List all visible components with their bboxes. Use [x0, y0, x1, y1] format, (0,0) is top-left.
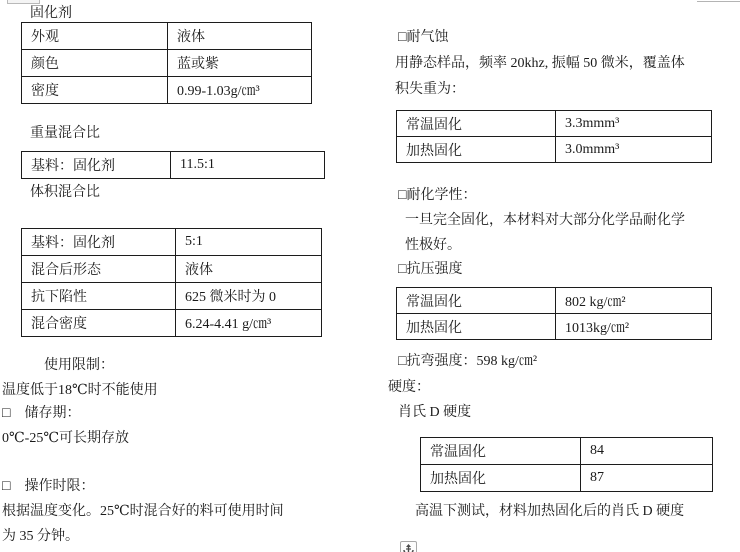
usage-limit-title: 使用限制： — [44, 358, 114, 373]
cavitation-title: □耐气蚀 — [398, 30, 449, 45]
cavitation-line1: 用静态样品，频率 20khz, 振幅 50 微米，覆盖体 — [395, 56, 685, 71]
table-cell-label: 密度 — [22, 77, 168, 104]
table-cell-value: 625 微米时为 0 — [176, 283, 322, 310]
table-row — [22, 229, 322, 256]
table-cell-value: 液体 — [176, 256, 322, 283]
worktime-line1: 根据温度变化。25℃时混合好的料可使用时间 — [2, 504, 284, 519]
table-row — [22, 256, 322, 283]
appearance-table — [21, 22, 312, 104]
weight-ratio-label: 重量混合比 — [30, 126, 100, 141]
table-row — [22, 310, 322, 337]
table-row — [397, 288, 712, 314]
usage-limit-text: 温度低于18℃时不能使用 — [2, 383, 158, 398]
table-cell-value: 液体 — [168, 23, 312, 50]
table-cell-value: 6.24-4.41 g/㎝³ — [176, 310, 322, 337]
table-row — [421, 438, 713, 465]
chemical-line2: 性极好。 — [405, 238, 461, 253]
table-row — [22, 50, 312, 77]
table-cell-value: 11.5:1 — [171, 152, 325, 179]
compressive-title: □抗压强度 — [398, 262, 463, 277]
table-cell-label: 基料：固化剂 — [22, 152, 171, 179]
weight-ratio-table — [21, 151, 325, 179]
table-row — [397, 314, 712, 340]
chemical-line1: 一旦完全固化，本材料对大部分化学品耐化学 — [405, 213, 685, 228]
table-row — [397, 111, 712, 137]
flexural-text: □抗弯强度：598 kg/㎝² — [398, 354, 538, 369]
shore-title: 肖氏 D 硬度 — [398, 405, 472, 420]
table-row — [22, 152, 325, 179]
table-cell-value: 802 kg/㎝² — [556, 288, 712, 314]
table-cell-label: 混合密度 — [22, 310, 176, 337]
storage-text: 0℃-25℃可长期存放 — [2, 431, 129, 446]
table-cell-label: 加热固化 — [421, 465, 581, 492]
anchor-icon[interactable] — [400, 541, 417, 552]
chemical-title: □耐化学性： — [398, 188, 477, 203]
top-divider-line — [697, 1, 740, 2]
table-row — [421, 465, 713, 492]
table-cell-label: 常温固化 — [421, 438, 581, 465]
table-cell-value: 1013kg/㎝² — [556, 314, 712, 340]
table-cell-label: 加热固化 — [397, 314, 556, 340]
table-row — [397, 137, 712, 163]
volume-ratio-label: 体积混合比 — [30, 185, 100, 200]
table-cell-value: 0.99-1.03g/㎝³ — [168, 77, 312, 104]
hardness-title: 硬度： — [388, 380, 430, 395]
table-cell-label: 常温固化 — [397, 288, 556, 314]
table-cell-label: 加热固化 — [397, 137, 556, 163]
table-cell-label: 颜色 — [22, 50, 168, 77]
table-row — [22, 283, 322, 310]
table-cell-label: 混合后形态 — [22, 256, 176, 283]
table-row — [22, 23, 312, 50]
hardness-table — [420, 437, 713, 492]
table-cell-label: 外观 — [22, 23, 168, 50]
cavitation-table — [396, 110, 712, 163]
compressive-table — [396, 287, 712, 340]
table-cell-value: 87 — [581, 465, 713, 492]
table-cell-label: 常温固化 — [397, 111, 556, 137]
table-cell-label: 基料：固化剂 — [22, 229, 176, 256]
table-row — [22, 77, 312, 104]
volume-ratio-table — [21, 228, 322, 337]
table-cell-label: 抗下陷性 — [22, 283, 176, 310]
storage-title: □ 储存期： — [2, 406, 81, 421]
cavitation-line2: 积失重为： — [395, 82, 465, 97]
table-cell-value: 3.0mmm³ — [556, 137, 712, 163]
anchor-icon-glyph — [403, 544, 414, 552]
table-cell-value: 3.3mmm³ — [556, 111, 712, 137]
worktime-title: □ 操作时限： — [2, 479, 95, 494]
table-cell-value: 蓝或紫 — [168, 50, 312, 77]
table-cell-value: 5:1 — [176, 229, 322, 256]
hardness-note: 高温下测试，材料加热固化后的肖氏 D 硬度 — [415, 504, 685, 519]
page-title: 固化剂 — [30, 6, 72, 21]
table-cell-value: 84 — [581, 438, 713, 465]
worktime-line2: 为 35 分钟。 — [2, 529, 79, 544]
